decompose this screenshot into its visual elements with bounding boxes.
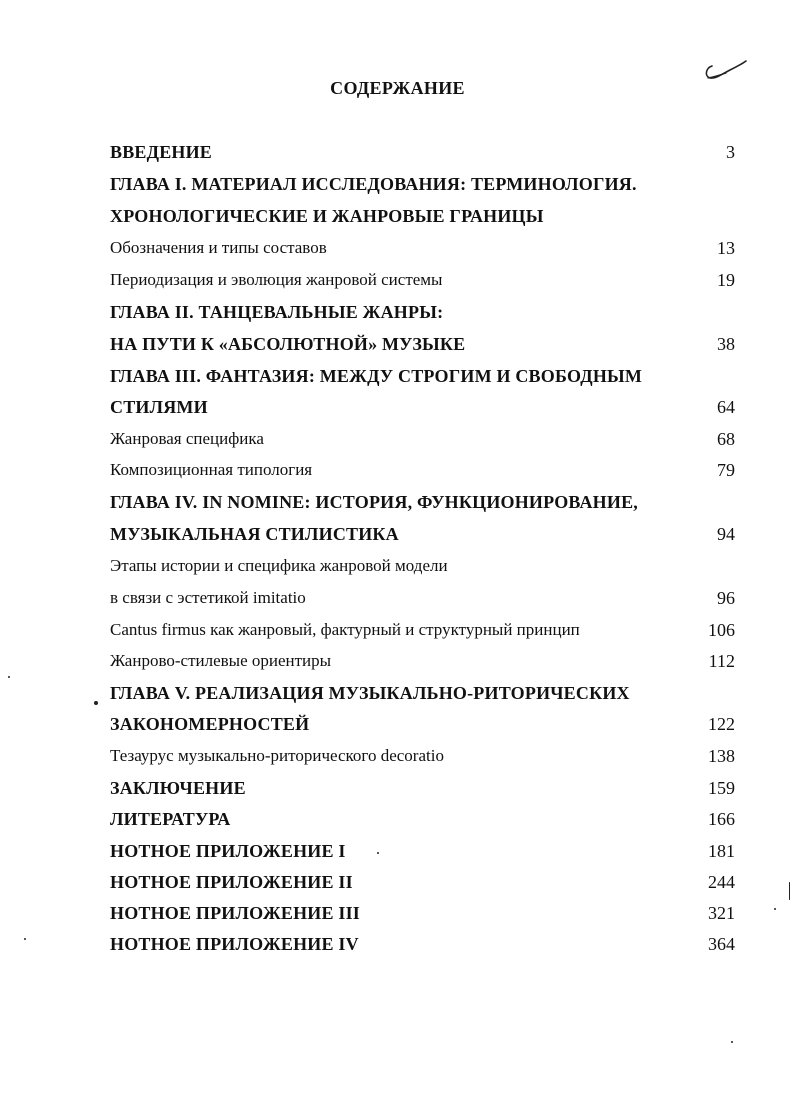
toc-entry-page: 3	[726, 142, 735, 162]
toc-entry-page: 94	[717, 524, 735, 544]
toc-entry-title: Cantus firmus как жанровый, фактурный и структурный принцип	[110, 620, 580, 639]
toc-entry	[110, 139, 735, 165]
scan-speck	[8, 676, 10, 678]
toc-entry-page: 13	[717, 238, 735, 258]
toc-entry-title: ГЛАВА III. ФАНТАЗИЯ: МЕЖДУ СТРОГИМ И СВОБОДНЫМ	[110, 366, 643, 386]
scan-speck	[94, 701, 98, 705]
toc-entry	[110, 585, 735, 611]
toc-entry-title: НОТНОЕ ПРИЛОЖЕНИЕ I	[110, 841, 346, 861]
toc-entry-title: Жанрово-стилевые ориентиры	[110, 651, 332, 670]
toc-entry	[110, 743, 735, 769]
toc-entry	[110, 931, 735, 957]
toc-entry-page: 64	[717, 397, 735, 417]
toc-entry	[110, 617, 735, 643]
toc-entry-title: НА ПУТИ К «АБСОЛЮТНОЙ» МУЗЫКЕ	[110, 334, 466, 354]
toc-entry	[110, 489, 735, 515]
toc-entry	[110, 680, 735, 706]
toc-entry	[110, 900, 735, 926]
toc-entry-title: ХРОНОЛОГИЧЕСКИЕ И ЖАНРОВЫЕ ГРАНИЦЫ	[110, 206, 544, 226]
toc-entry	[110, 838, 735, 864]
toc-entry-page: 112	[708, 651, 735, 671]
toc-entry-page: 38	[717, 334, 735, 354]
toc-entry	[110, 711, 735, 737]
toc-entry-title: Периодизация и эволюция жанровой системы	[110, 270, 443, 289]
toc-entry-page: 166	[708, 809, 735, 829]
toc-entry-page: 181	[708, 841, 735, 861]
toc-entry-title: Обозначения и типы составов	[110, 238, 327, 257]
toc-entry-page: 321	[708, 903, 735, 923]
toc-entry	[110, 869, 735, 895]
toc-entry	[110, 648, 735, 674]
toc-entry-title: Тезаурус музыкально-риторического decoratio	[110, 746, 444, 765]
toc-entry	[110, 775, 735, 801]
toc-entry-page: 244	[708, 872, 735, 892]
toc-entry-title: ЗАКОНОМЕРНОСТЕЙ	[110, 714, 310, 734]
toc-entry	[110, 426, 735, 452]
scan-speck	[24, 938, 26, 940]
scan-speck	[377, 852, 379, 854]
toc-entry-page: 159	[708, 778, 735, 798]
toc-entry-page: 364	[708, 934, 735, 954]
toc-entry-title: Жанровая специфика	[110, 429, 264, 448]
page-title: СОДЕРЖАНИЕ	[330, 78, 465, 98]
toc-entry-page: 68	[717, 429, 735, 449]
toc-entry-page: 96	[717, 588, 735, 608]
toc-entry	[110, 457, 735, 483]
scan-speck	[789, 882, 790, 900]
toc-entry	[110, 331, 735, 357]
toc-entry-title: Композиционная типология	[110, 460, 313, 479]
toc-entry-title: Этапы истории и специфика жанровой модели	[110, 556, 448, 575]
toc-entry-title: НОТНОЕ ПРИЛОЖЕНИЕ III	[110, 903, 361, 923]
toc-entry	[110, 806, 735, 832]
toc-entry	[110, 299, 735, 325]
toc-entry	[110, 394, 735, 420]
toc-entry-title: НОТНОЕ ПРИЛОЖЕНИЕ II	[110, 872, 353, 892]
toc-entry	[110, 171, 735, 197]
toc-entry-title: ГЛАВА V. РЕАЛИЗАЦИЯ МУЗЫКАЛЬНО-РИТОРИЧЕСКИХ	[110, 683, 630, 703]
toc-entry-title: ЛИТЕРАТУРА	[110, 809, 231, 829]
toc-entry-page: 79	[717, 460, 735, 480]
toc-entry-title: ВВЕДЕНИЕ	[110, 142, 213, 162]
toc-entry	[110, 363, 735, 389]
toc-entry-page: 122	[708, 714, 735, 734]
scan-speck	[731, 1041, 733, 1043]
toc-entry	[110, 203, 735, 229]
toc-entry-page: 138	[708, 746, 735, 766]
toc-entry-title: МУЗЫКАЛЬНАЯ СТИЛИСТИКА	[110, 524, 399, 544]
toc-entry-page: 106	[708, 620, 735, 640]
toc-entry-page: 19	[717, 270, 735, 290]
toc-entry	[110, 553, 735, 579]
toc-entry-title: НОТНОЕ ПРИЛОЖЕНИЕ IV	[110, 934, 359, 954]
toc-entry-title: ГЛАВА I. МАТЕРИАЛ ИССЛЕДОВАНИЯ: ТЕРМИНОЛОГИЯ.	[110, 174, 637, 194]
toc-entry-title: ЗАКЛЮЧЕНИЕ	[110, 778, 246, 798]
scan-speck	[774, 908, 776, 910]
toc-entry	[110, 521, 735, 547]
toc-entry-title: СТИЛЯМИ	[110, 397, 208, 417]
toc-entry	[110, 267, 735, 293]
toc-entry-title: ГЛАВА II. ТАНЦЕВАЛЬНЫЕ ЖАНРЫ:	[110, 302, 444, 322]
toc-entry	[110, 235, 735, 261]
toc-entry-title: ГЛАВА IV. IN NOMINE: ИСТОРИЯ, ФУНКЦИОНИРОВАНИЕ,	[110, 492, 638, 512]
toc-entry-title: в связи с эстетикой imitatio	[110, 588, 306, 607]
